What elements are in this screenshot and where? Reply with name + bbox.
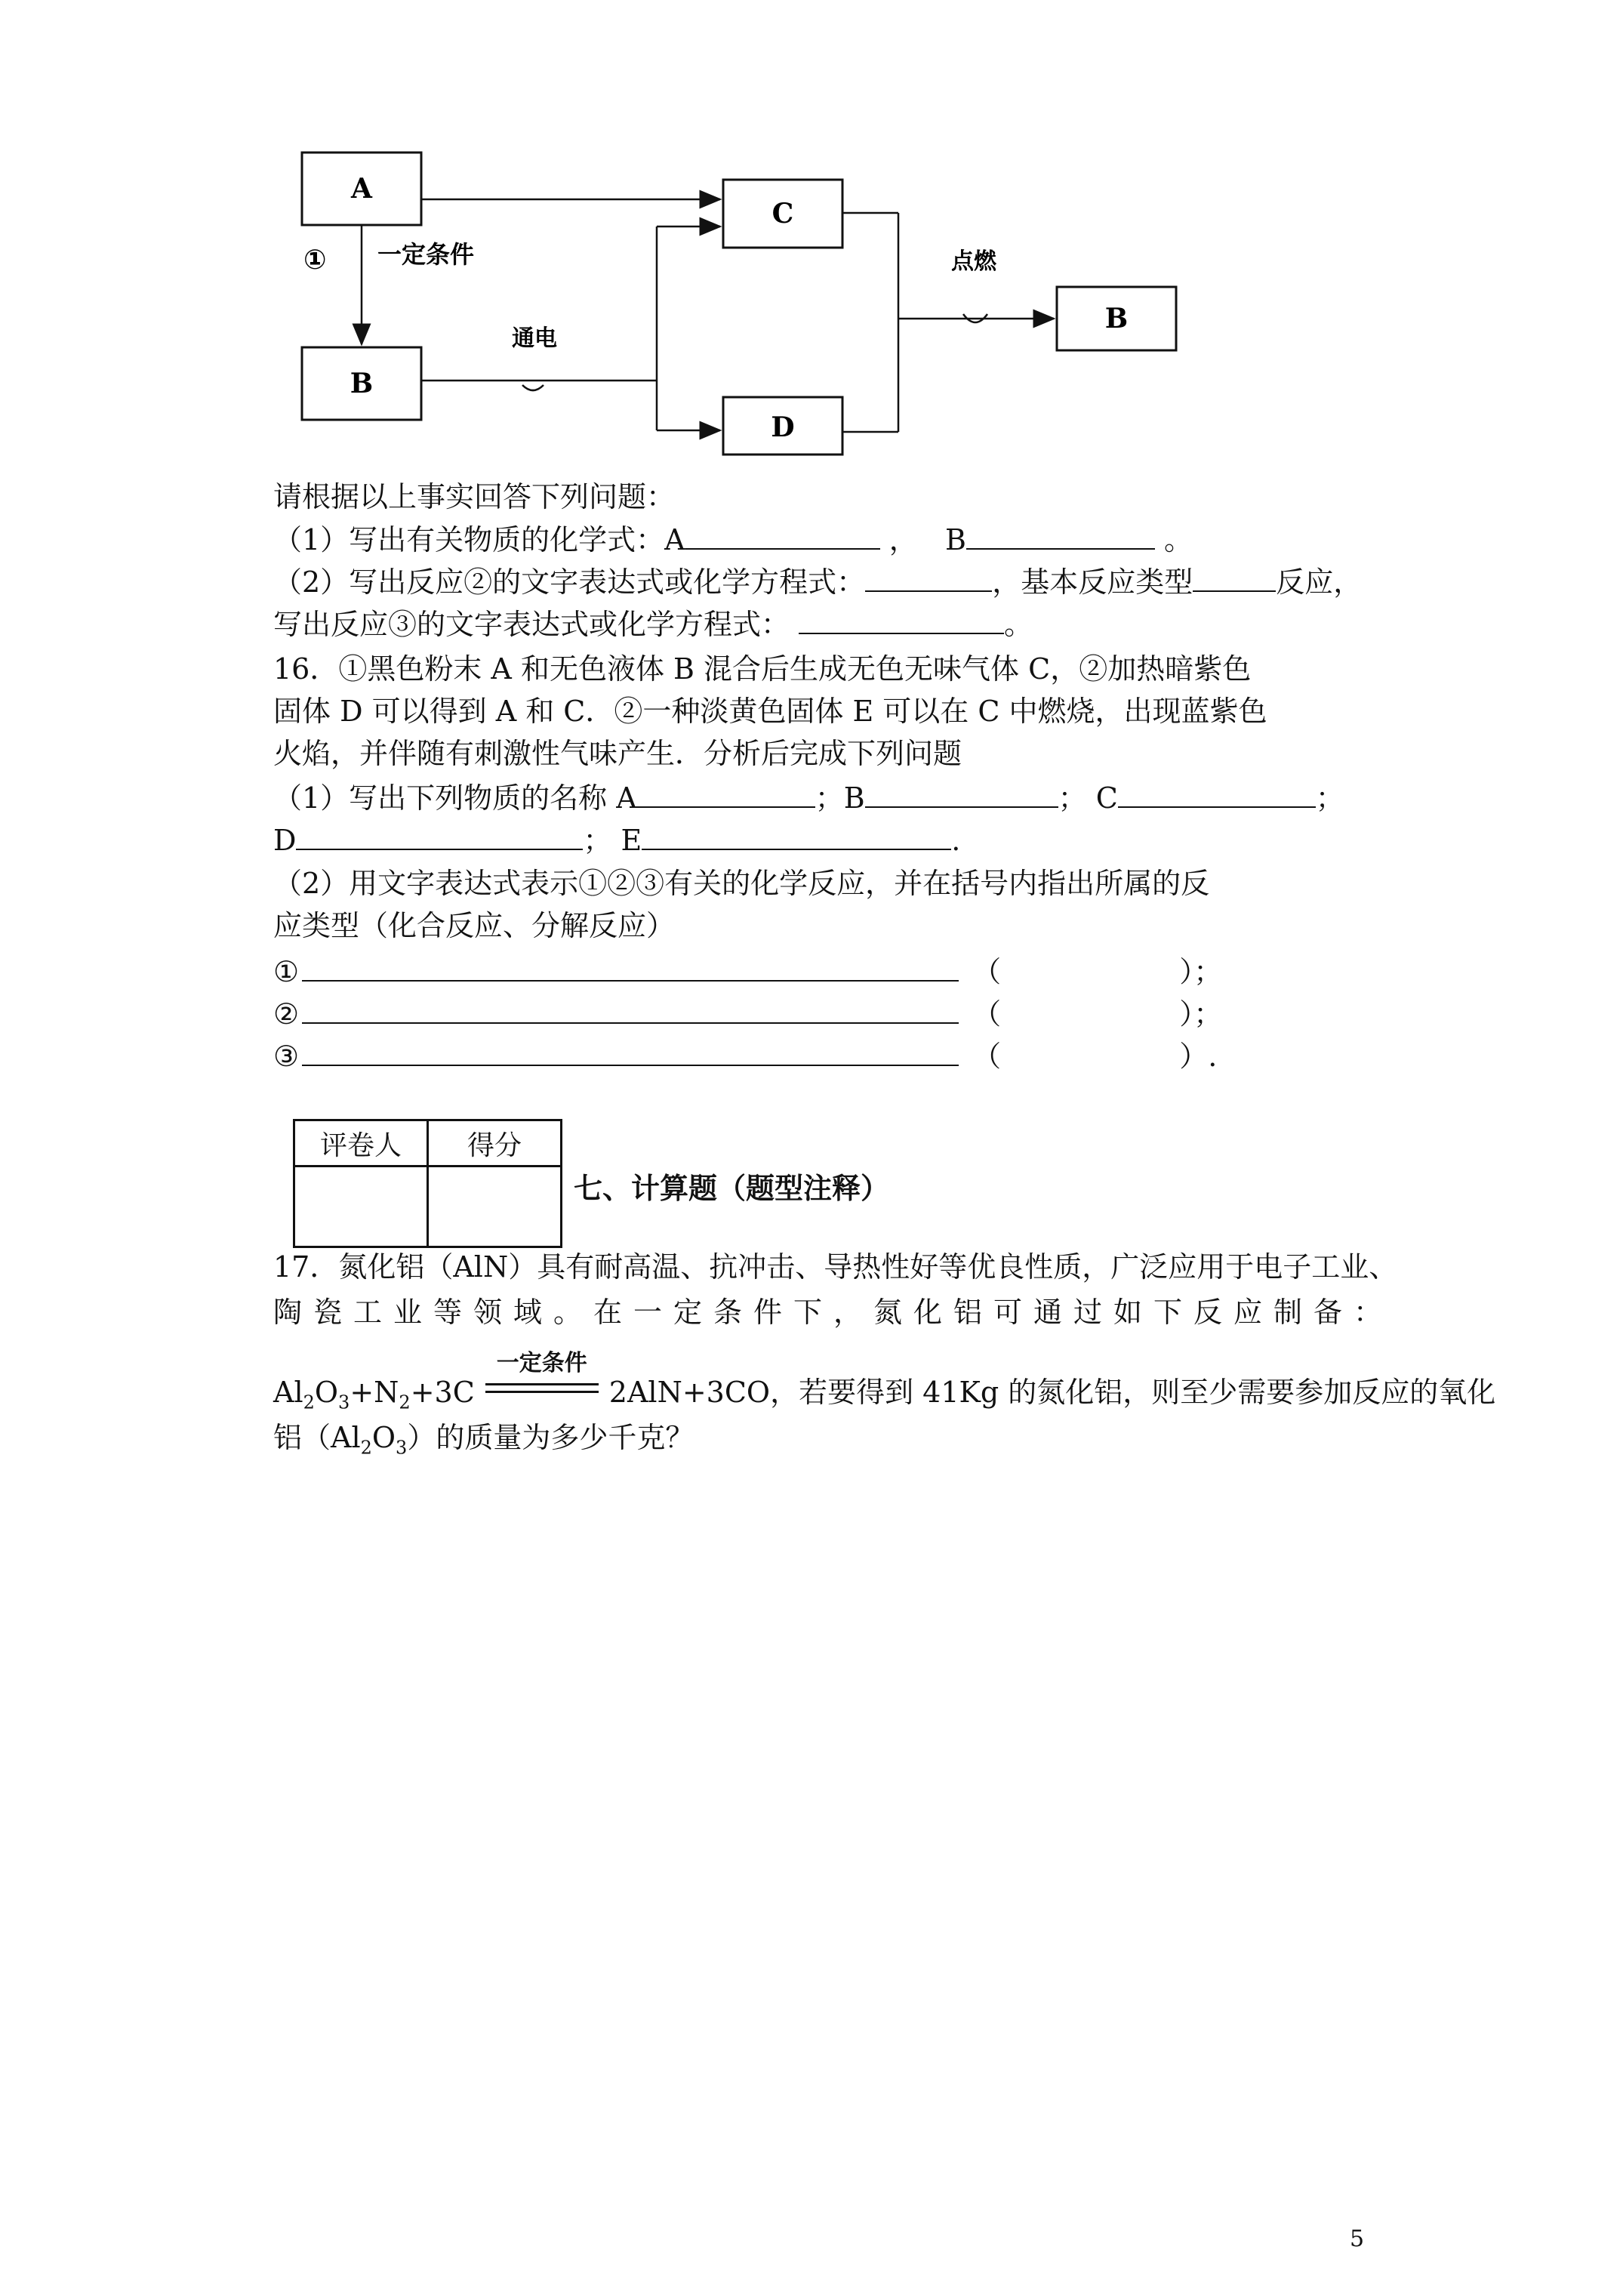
reaction-condition-arrow [485,1350,599,1413]
q17-line4 [273,1416,694,1469]
box-d-label: D [771,411,795,443]
answer-type-field-2[interactable] [1001,994,1179,1024]
eq-plus-c: +3C [410,1376,475,1409]
blank-reaction3-equation[interactable] [799,603,1004,634]
grader-table-header [294,1120,562,1166]
blank-name-b[interactable] [865,776,1058,808]
eq-sub-3: 3 [338,1391,350,1413]
eq-o: O [314,1376,339,1409]
q15-part1-end: 。 [1154,523,1193,556]
q17-line4-a: 铝（Al [273,1421,361,1454]
grader-table [293,1119,562,1248]
page-number: 5 [1350,2226,1365,2252]
q16-part1-row1-end: ； [1315,781,1344,815]
answer-paren-open-1: （ [972,955,1002,988]
answer-field-3[interactable] [302,1034,959,1066]
q16-answer-row-2 [273,991,1222,1032]
answer-type-field-1[interactable] [1001,951,1179,982]
q16-answer-row-1 [273,948,1222,990]
section-7-title: 七、计算题（题型注释） [574,1171,890,1205]
answer-type-field-3[interactable] [1001,1036,1179,1066]
answer-mark-2: ② [273,997,300,1031]
q16-part2-line2: 应类型（化合反应、分解反应） [273,909,676,942]
label-condition: 一定条件 [377,240,475,269]
q15-part3-end: 。 [1004,608,1033,641]
q15-part3-prefix: 写出反应③的文字表达式或化学方程式： [273,608,790,641]
reaction-condition-text: 一定条件 [496,1350,587,1376]
step2-mark [522,385,544,390]
q15-part2-end: 反应， [1276,566,1363,599]
box-b-result-label: B [1104,303,1129,334]
answer-paren-close-3: ）. [1179,1040,1218,1073]
q16-part1-a-label: （1）写出下列物质的名称 A [273,781,637,815]
q15-part1-prefix: （1）写出有关物质的化学式：A [273,523,685,556]
q15-part3 [273,603,1033,646]
label-ignite: 点燃 [951,248,996,275]
answer-mark-1: ① [273,955,300,988]
answer-mark-3: ③ [273,1040,300,1073]
q17-line2: 陶瓷工业等领域。在一定条件下，氮化铝可通过如下反应制备： [273,1296,1394,1329]
q17-line4-b: O [371,1421,396,1454]
q16-part1-b-label: ；B [815,781,865,815]
grader-reviewer-cell[interactable] [294,1166,428,1247]
box-a-label: A [351,173,372,205]
reaction-flow-diagram [287,136,1238,468]
q17-line4-sub3: 3 [396,1437,408,1459]
grader-col-reviewer: 评卷人 [294,1120,428,1166]
q15-part2 [273,560,1362,603]
q17-line4-sub2: 2 [360,1437,372,1459]
q16-part1-d-label: D [273,824,297,857]
answer-paren-close-1: ）； [1179,955,1223,988]
q16-part2-line1: （2）用文字表达式表示①②③有关的化学反应，并在括号内指出所属的反 [273,867,1210,900]
q15-part1-mid: ， B [879,523,966,556]
q17-line4-c: ）的质量为多少千克？ [407,1421,694,1454]
q16-answer-row-3 [273,1033,1217,1074]
blank-name-c[interactable] [1118,776,1316,808]
q16-part1-row2-end: . [951,824,961,857]
blank-reaction-type[interactable] [1193,560,1276,592]
q15-part1 [273,518,1193,561]
blank-name-a[interactable] [637,776,815,808]
q16-part1-c-label: ； C [1058,781,1118,815]
q16-line3: 火焰，并伴随有刺激性气味产生．分析后完成下列问题 [273,737,962,770]
q16-part1-row1 [273,776,1344,819]
eq-al: Al [273,1376,303,1409]
answer-paren-open-2: （ [972,997,1002,1031]
grader-score-cell[interactable] [428,1166,562,1247]
blank-a-formula[interactable] [685,518,880,550]
q16-line1: 16．①黑色粉末 A 和无色液体 B 混合后生成无色无味气体 C，②加热暗紫色 [273,652,1252,686]
answer-paren-open-3: （ [972,1040,1002,1073]
box-b-label: B [350,368,374,399]
q16-line2: 固体 D 可以得到 A 和 C．②一种淡黄色固体 E 可以在 C 中燃烧，出现蓝紫色 [273,695,1267,728]
answer-field-2[interactable] [302,992,959,1024]
eq-products: 2AlN+3CO，若要得到 41Kg 的氮化铝，则至少需要参加反应的氧化 [608,1376,1496,1409]
grader-col-score: 得分 [428,1120,562,1166]
eq-sub-2: 2 [303,1391,315,1413]
q15-intro: 请根据以上事实回答下列问题： [273,480,676,513]
q16-part1-e-label: ； E [583,824,642,857]
blank-reaction2-equation[interactable] [865,560,992,592]
blank-name-d[interactable] [296,818,583,850]
q17-line1: 17．氮化铝（AlN）具有耐高温、抗冲击、导热性好等优良性质，广泛应用于电子工业、 [273,1250,1398,1284]
box-c-label: C [771,198,794,230]
q15-part2-mid: ，基本反应类型 [992,566,1193,599]
eq-sub-n2: 2 [399,1391,411,1413]
label-electrolysis: 通电 [512,325,557,352]
q15-part2-prefix: （2）写出反应②的文字表达式或化学方程式： [273,566,866,599]
grader-table-body [294,1166,562,1247]
answer-field-1[interactable] [302,950,959,982]
blank-name-e[interactable] [642,818,951,850]
answer-paren-close-2: ）； [1179,997,1223,1031]
step1-number: ① [303,245,327,276]
eq-plus-n: +N [350,1376,399,1409]
q16-part1-row2 [273,818,960,861]
blank-b-formula[interactable] [966,518,1155,550]
